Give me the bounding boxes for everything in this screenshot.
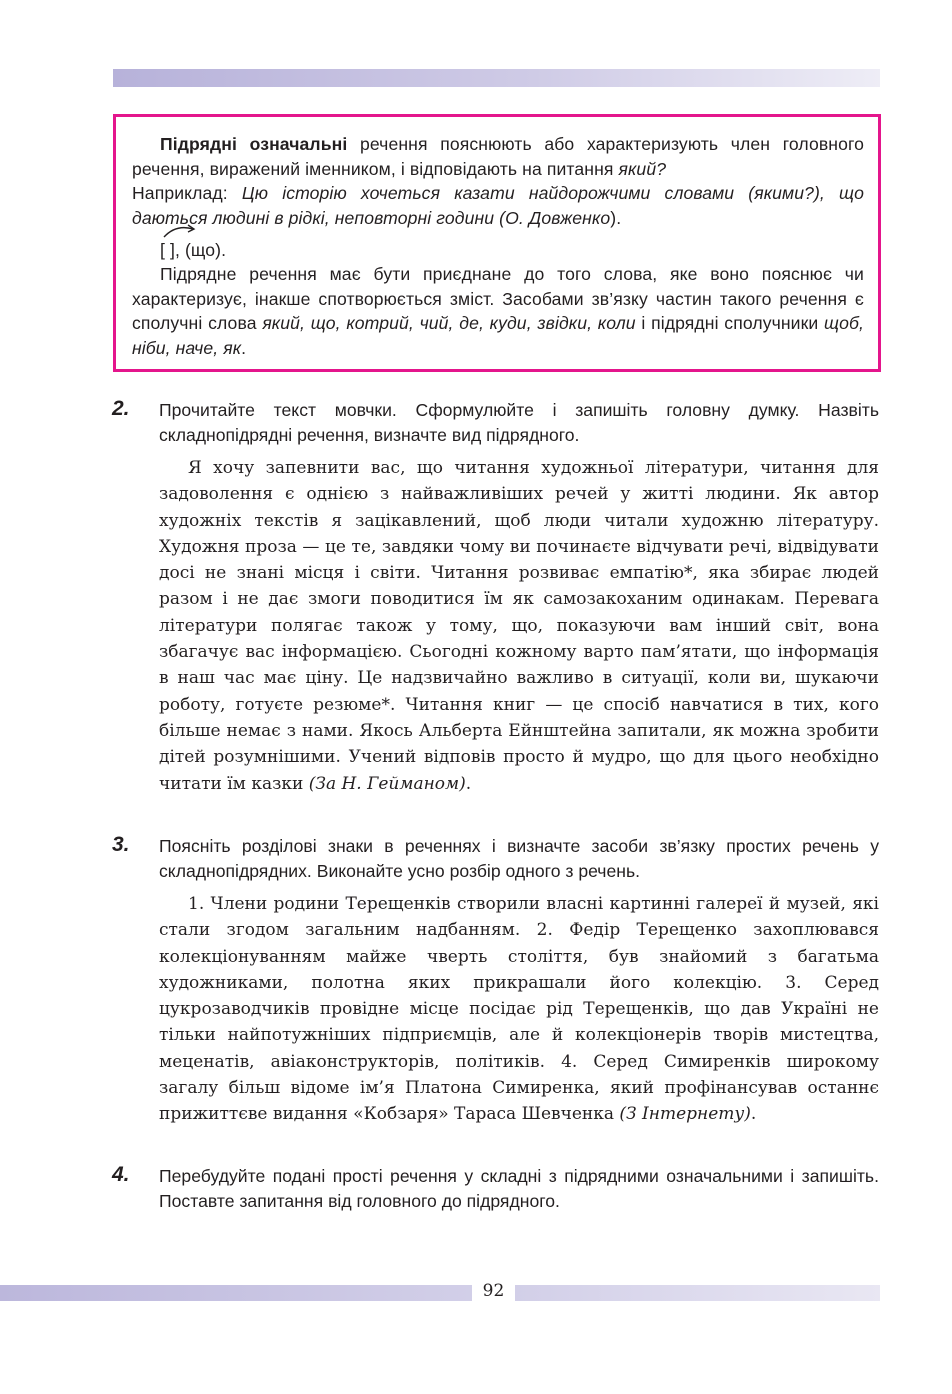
p2-end: .: [241, 337, 247, 358]
rule-explanation: [132, 262, 864, 360]
exercise-2-source: (За Н. Гейманом): [308, 773, 466, 794]
p2-conj: щоб, ніби, наче, як: [132, 313, 864, 358]
page-number: 92: [482, 1281, 505, 1301]
exercise-4-task: Перебудуйте подані прості речення у складні з підрядними означальними і запишіть. Поставте запитання від головного до підрядного.: [159, 1166, 879, 1211]
footer-decor-band-right: [515, 1285, 880, 1301]
example-text: Цю історію хочеться казати найдорожчими словами (якими?), що даються людині в рідкі, неповторні години (О. Довженко: [132, 183, 865, 228]
footer-decor-band-left: [0, 1285, 472, 1301]
exercise-3-task: Поясніть розділові знаки в реченнях і визначте засоби зв’язку простих речень у складнопідрядних. Виконайте усно розбір одного з речень.: [159, 836, 879, 881]
example-label: Наприклад:: [132, 183, 242, 203]
p2-words: який, що, котрий, чий, де, куди, звідки, коли: [262, 313, 636, 333]
exercise-2-body: Я хочу запевнити вас, що читання художньої літератури, читання для задоволення є однією з найважливіших речей у житті людини. Як автор художніх текстів я зацікавлений, щоб люди читали художню літературу. Художня проза — це те, завдяки чому ви починаєте відчувати речі, відвідувати досі не знані місця і світи. Читання розвиває емпатію*, яка збирає людей разом і не дає змоги поводитися їм як самозакоханим одинакам. Перевага літератури полягає також у тому, що, показуючи вам інший світ, вона збагачує вас інформацією. Сьогодні кожному варто пам’ятати, що інформація в наш час має ціну. Це надзвичайно важливо в ситуації, коли ви, шукаючи роботу, готуєте резюме*. Читання книг — це спосіб навчатися в тих, кого більше немає з нами. Якось Альберта Ейнштейна запитали, як можна зробити дітей розумнішими. Учений відповів просто й мудро, що для цього необхідно читати їм казки: [159, 458, 879, 794]
rule-definition: [132, 132, 864, 230]
rule-def-question: який?: [618, 158, 667, 179]
rule-def-text: речення пояснюють або характеризують член головного речення, виражений іменником, і відповідають на питання: [132, 134, 864, 179]
rule-scheme: [132, 238, 864, 263]
exercise-2-text: [159, 455, 879, 797]
exercise-3-source: (З Інтернету): [619, 1104, 751, 1125]
scheme-arrow-icon: [160, 223, 200, 239]
rule-term: Підрядні означальні: [160, 134, 348, 154]
p2-text: Підрядне речення має бути приєднане до того слова, яке воно пояснює чи характеризує, інакше спотворюється зміст. Засобами зв’язку частин такого речення є сполучні слова: [132, 264, 864, 333]
exercise-2-task: Прочитайте текст мовчки. Сформулюйте і запишіть головну думку. Назвіть складнопідрядні речення, визначте вид підрядного.: [159, 400, 879, 445]
scheme-text: [ ], (що).: [160, 240, 227, 260]
exercise-2-end: .: [465, 773, 472, 794]
example-end: ).: [610, 207, 622, 228]
exercise-3-number: 3.: [112, 833, 130, 856]
exercise-3-body: 1. Члени родини Терещенків створили власні картинні галереї й музей, які стали згодом загальним надбанням. 2. Федір Терещенко захоплювався колекціонуванням майже чверть століття, був знайомий з багатьма художниками, полотна яких прикрашали його колекцію. 3. Серед цукрозаводчиків провідне місце посідає рід Терещенків, що дав Україні не тільки найпотужніших підприємців, але й колекціонерів творів мистецтва, меценатів, авіаконструкторів, політиків. 4. Серед Симиренків широкому загалу більш відоме ім’я Платона Симиренка, який профінансував останнє прижиттєве видання «Кобзаря» Тараса Шевченка: [159, 894, 879, 1125]
exercise-3-text: [159, 891, 879, 1128]
exercise-2-number: 2.: [112, 397, 130, 420]
header-decor-band: [113, 69, 880, 87]
p2-mid: і підрядні сполучники: [635, 313, 825, 333]
exercise-3-end: .: [750, 1104, 757, 1125]
exercise-4-number: 4.: [112, 1163, 130, 1186]
